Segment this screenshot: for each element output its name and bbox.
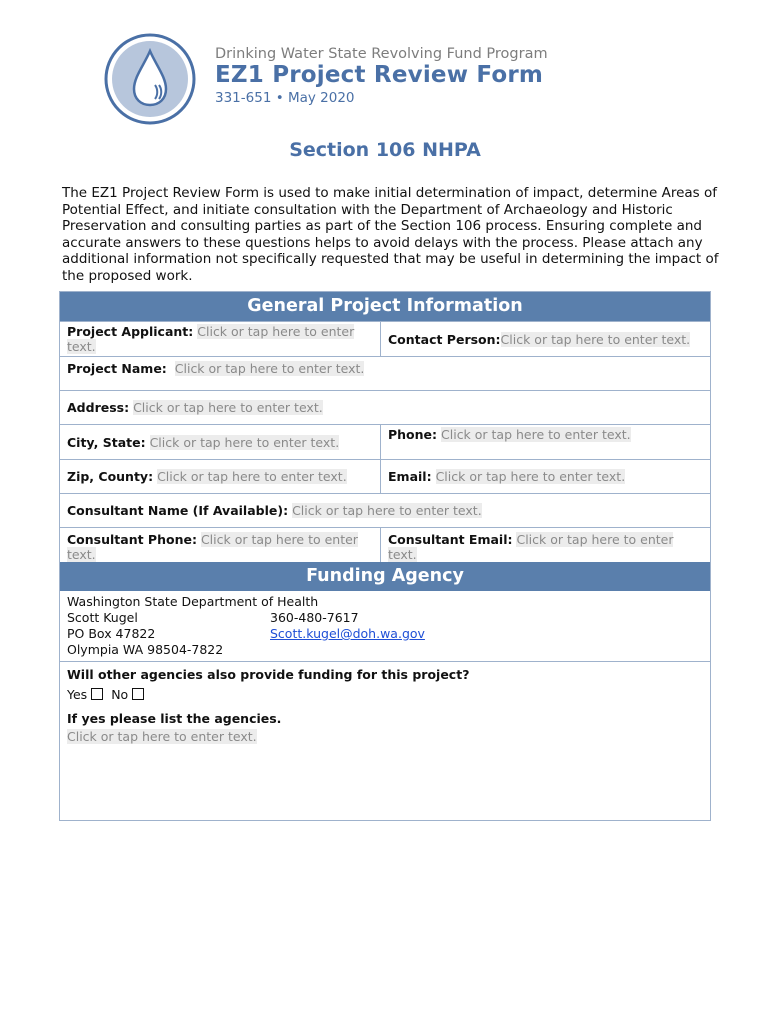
- zip-county-field[interactable]: [60, 460, 381, 493]
- zip-county-placeholder[interactable]: Click or tap here to enter text.: [157, 469, 347, 484]
- city-state-field[interactable]: [60, 425, 381, 459]
- consultant-name-field[interactable]: [60, 494, 710, 527]
- other-agencies-section: [60, 662, 710, 820]
- consultant-email-label: Consultant Email:: [388, 532, 513, 547]
- consultant-name-row: [60, 493, 710, 527]
- list-agencies-placeholder[interactable]: Click or tap here to enter text.: [67, 729, 257, 744]
- other-agencies-row: [60, 661, 710, 820]
- yes-no-options: [67, 687, 703, 702]
- yes-label: Yes: [67, 687, 88, 702]
- document-number: 331-651 • May 2020: [215, 90, 355, 106]
- yes-checkbox[interactable]: [91, 688, 103, 700]
- email-field[interactable]: [381, 460, 710, 493]
- consultant-phone-field[interactable]: [60, 528, 381, 562]
- general-info-heading: General Project Information: [60, 292, 710, 321]
- form-title: EZ1 Project Review Form: [215, 62, 544, 88]
- water-drop-logo: [104, 33, 196, 125]
- agency-name: Washington State Department of Health: [67, 594, 319, 609]
- project-form: [59, 291, 711, 821]
- phone-label: Phone:: [388, 427, 438, 442]
- contact-person-field[interactable]: [381, 322, 710, 356]
- consultant-email-field[interactable]: [381, 528, 710, 562]
- phone-placeholder[interactable]: Click or tap here to enter text.: [441, 427, 631, 442]
- address-placeholder[interactable]: Click or tap here to enter text.: [133, 400, 323, 415]
- zip-county-label: Zip, County:: [67, 469, 154, 484]
- no-label: No: [111, 687, 129, 702]
- consultant-contact-row: [60, 527, 710, 562]
- address-field[interactable]: [60, 391, 710, 424]
- agency-contact: [67, 610, 703, 658]
- agency-city-zip: Olympia WA 98504-7822: [67, 642, 224, 657]
- address-row: [60, 390, 710, 424]
- list-agencies-label: If yes please list the agencies.: [67, 711, 282, 726]
- city-state-label: City, State:: [67, 434, 146, 450]
- city-phone-row: [60, 424, 710, 459]
- contact-person-label: Contact Person:: [388, 331, 501, 347]
- consultant-phone-label: Consultant Phone:: [67, 532, 197, 547]
- agency-email-link[interactable]: Scott.kugel@doh.wa.gov: [270, 626, 425, 641]
- project-name-row: [60, 356, 710, 390]
- project-applicant-label: Project Applicant:: [67, 324, 194, 339]
- section-title: Section 106 NHPA: [289, 139, 481, 161]
- funding-agency-heading: Funding Agency: [60, 562, 710, 591]
- address-label: Address:: [67, 400, 130, 415]
- zip-email-row: [60, 459, 710, 493]
- consultant-name-placeholder[interactable]: Click or tap here to enter text.: [292, 503, 482, 518]
- project-name-placeholder[interactable]: Click or tap here to enter text.: [174, 361, 365, 376]
- contact-person-placeholder[interactable]: Click or tap here to enter text.: [500, 331, 691, 347]
- applicant-row: [60, 321, 710, 356]
- funding-agency-info: [60, 591, 710, 661]
- agency-contact-phone: 360-480-7617: [270, 610, 359, 625]
- email-label: Email:: [388, 469, 432, 484]
- intro-paragraph: The EZ1 Project Review Form is used to make initial determination of impact, determine Areas of Potential Effect, and initiate consultation with the Department of Archaeology and Historic Preservation and consulting parties as part of the Section 106 process. Ensuring complete and accurate answers to these questions helps to avoid delays with the process. Please attach any additional information not specifically requested that may be useful in determining the impact of the proposed work.: [62, 185, 719, 284]
- consultant-email-placeholder[interactable]: Click or tap here to enter text.: [388, 532, 674, 562]
- consultant-phone-placeholder[interactable]: Click or tap here to enter text.: [67, 532, 358, 562]
- no-checkbox[interactable]: [132, 688, 144, 700]
- project-name-field[interactable]: [60, 357, 710, 390]
- project-name-label: Project Name:: [67, 361, 167, 376]
- project-applicant-field[interactable]: [60, 322, 381, 356]
- email-placeholder[interactable]: Click or tap here to enter text.: [435, 469, 626, 484]
- program-name: Drinking Water State Revolving Fund Program: [215, 46, 548, 62]
- consultant-name-label: Consultant Name (If Available):: [67, 503, 289, 518]
- phone-field[interactable]: [381, 425, 710, 459]
- agency-contact-name: Scott Kugel: [67, 610, 138, 625]
- agency-po-box: PO Box 47822: [67, 626, 156, 641]
- city-state-placeholder[interactable]: Click or tap here to enter text.: [149, 434, 340, 450]
- other-agencies-question: Will other agencies also provide funding for this project?: [67, 667, 470, 682]
- project-applicant-placeholder[interactable]: Click or tap here to enter text.: [67, 324, 355, 354]
